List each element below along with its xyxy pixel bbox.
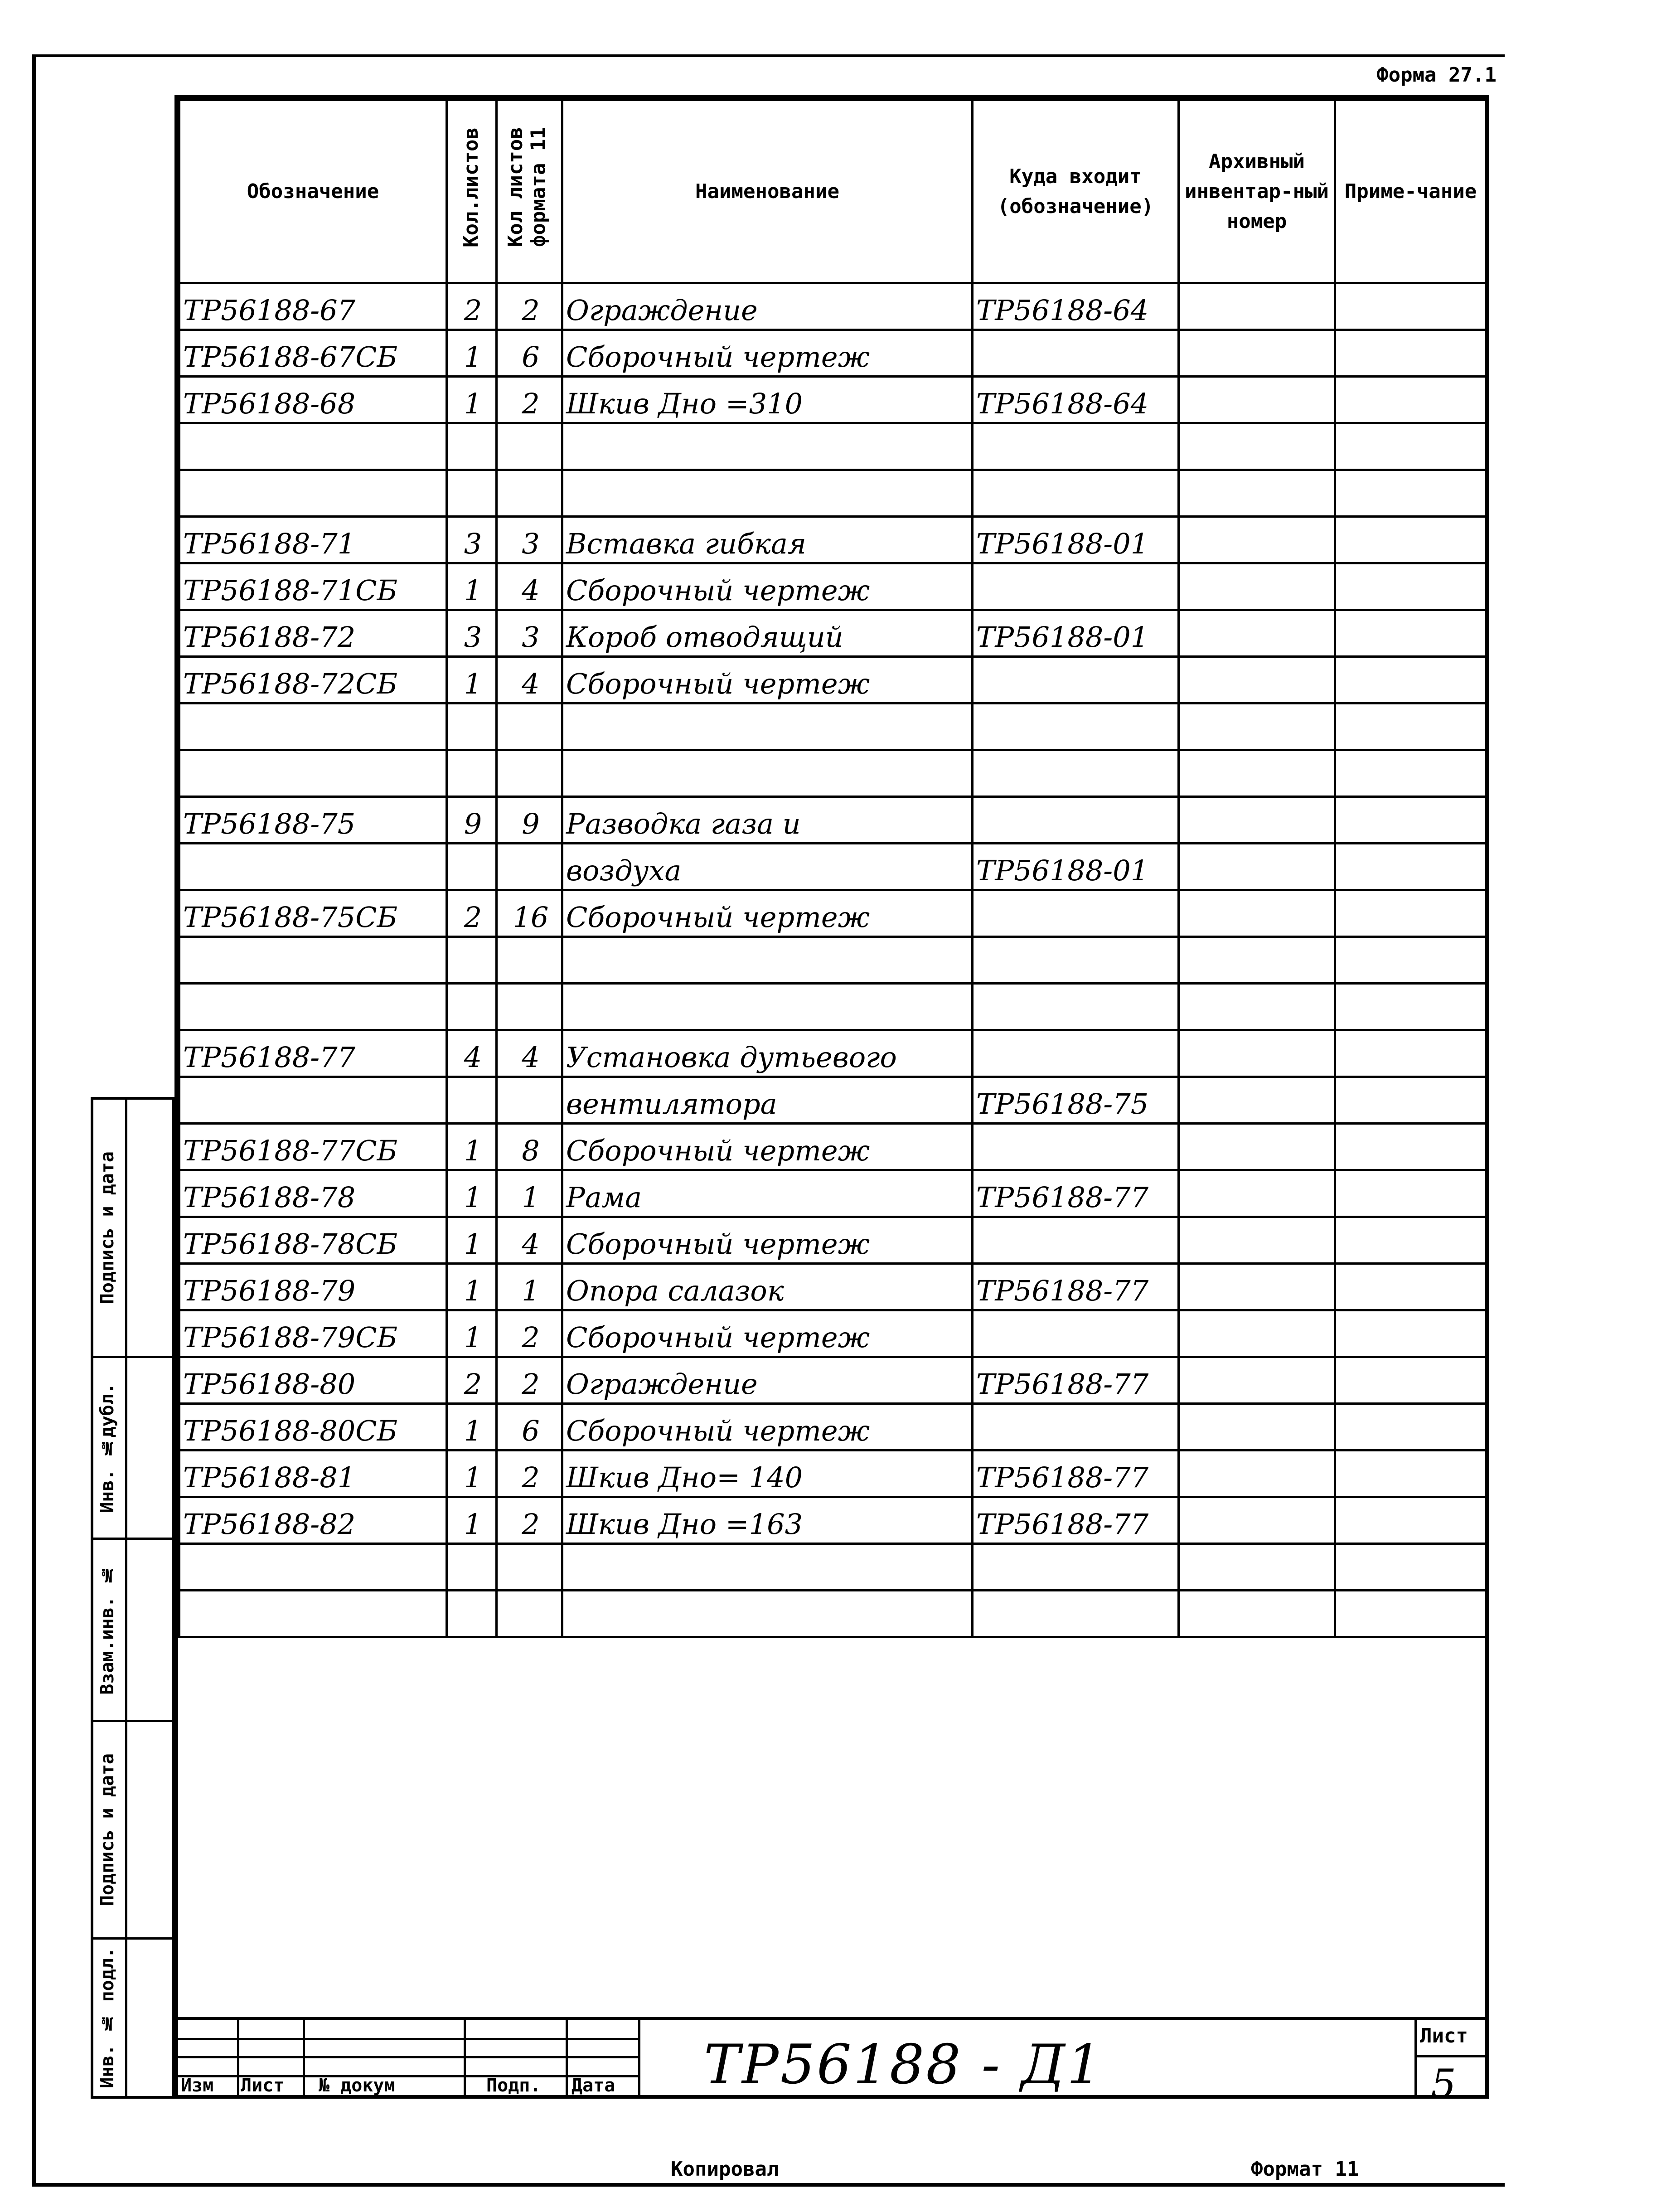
cell-sheet-count: [447, 703, 497, 750]
table-row: [179, 797, 1487, 844]
cell-designation: ТР56188-77СБ: [179, 1124, 447, 1170]
cell-sheet-count: 1: [447, 330, 497, 377]
cell-sheet-count: 1: [447, 1450, 497, 1497]
cell-where-used: ТР56188-77: [973, 1170, 1179, 1217]
cell-note: [1335, 330, 1487, 377]
cell-designation: ТР56188-78СБ: [179, 1217, 447, 1264]
header-note: Приме-чание: [1335, 100, 1487, 283]
cell-sheet-count: [447, 423, 497, 470]
cell-where-used: [973, 470, 1179, 517]
cell-archive-no: [1179, 1497, 1335, 1544]
cell-name: [562, 470, 973, 517]
format-label: Формат 11: [1251, 2158, 1359, 2181]
cell-where-used: [973, 984, 1179, 1030]
cell-sheet-count-f11: [497, 470, 562, 517]
cell-note: [1335, 1170, 1487, 1217]
side-cell-inv-orig: Инв. № подл.: [97, 1947, 118, 2089]
title-block-grid: [178, 2020, 640, 2098]
cell-archive-no: [1179, 984, 1335, 1030]
cell-designation: ТР56188-71: [179, 517, 447, 563]
cell-name: Сборочный чертеж: [562, 1217, 973, 1264]
cell-sheet-count-f11: [497, 423, 562, 470]
cell-name: [562, 423, 973, 470]
cell-designation: ТР56188-67: [179, 283, 447, 330]
cell-designation: [179, 423, 447, 470]
cell-sheet-count-f11: 2: [497, 377, 562, 423]
table-row: [179, 423, 1487, 470]
cell-sheet-count: 1: [447, 1264, 497, 1310]
cell-name: Установка дутьевого: [562, 1030, 973, 1077]
cell-archive-no: [1179, 377, 1335, 423]
table-row: [179, 1030, 1487, 1077]
cell-name: Короб отводящий: [562, 610, 973, 657]
cell-name: Рама: [562, 1170, 973, 1217]
cell-sheet-count-f11: 2: [497, 1450, 562, 1497]
cell-sheet-count-f11: 6: [497, 1404, 562, 1450]
header-sheet-count-f11: Кол листов формата 11: [504, 127, 550, 247]
cell-note: [1335, 1217, 1487, 1264]
cell-name: [562, 1591, 973, 1637]
cell-sheet-count: [447, 750, 497, 797]
cell-archive-no: [1179, 703, 1335, 750]
cell-sheet-count-f11: 1: [497, 1264, 562, 1310]
header-name: Наименование: [562, 100, 973, 283]
table-row: [179, 610, 1487, 657]
table-row: [179, 1497, 1487, 1544]
cell-archive-no: [1179, 1310, 1335, 1357]
cell-sheet-count-f11: 4: [497, 1030, 562, 1077]
cell-note: [1335, 610, 1487, 657]
cell-archive-no: [1179, 1544, 1335, 1591]
cell-where-used: [973, 563, 1179, 610]
cell-name: [562, 750, 973, 797]
table-row: [179, 1591, 1487, 1637]
cell-note: [1335, 1357, 1487, 1404]
cell-where-used: [973, 1544, 1179, 1591]
header-archive-no: Архивный инвентар-ный номер: [1179, 100, 1335, 283]
table-row: [179, 330, 1487, 377]
table-row: [179, 657, 1487, 703]
cell-where-used: [973, 750, 1179, 797]
cell-sheet-count: 1: [447, 657, 497, 703]
cell-sheet-count-f11: [497, 1077, 562, 1124]
cell-where-used: ТР56188-77: [973, 1357, 1179, 1404]
tb-label-doc-no: № докум: [319, 2075, 395, 2096]
cell-where-used: ТР56188-75: [973, 1077, 1179, 1124]
cell-sheet-count-f11: [497, 984, 562, 1030]
table-row: [179, 1404, 1487, 1450]
cell-where-used: [973, 1404, 1179, 1450]
cell-sheet-count-f11: [497, 703, 562, 750]
cell-name: Сборочный чертеж: [562, 1124, 973, 1170]
cell-note: [1335, 517, 1487, 563]
copied-label: Копировал: [671, 2158, 779, 2181]
cell-designation: ТР56188-79СБ: [179, 1310, 447, 1357]
cell-name: Вставка гибкая: [562, 517, 973, 563]
cell-archive-no: [1179, 1264, 1335, 1310]
cell-sheet-count: [447, 937, 497, 984]
cell-note: [1335, 797, 1487, 844]
cell-note: [1335, 423, 1487, 470]
cell-designation: ТР56188-67СБ: [179, 330, 447, 377]
cell-note: [1335, 844, 1487, 890]
cell-archive-no: [1179, 1357, 1335, 1404]
header-designation: Обозначение: [179, 100, 447, 283]
cell-where-used: [973, 1124, 1179, 1170]
side-cell-inv-dup: Инв. №дубл.: [93, 1358, 172, 1540]
cell-where-used: [973, 797, 1179, 844]
sheet-number-box: [1414, 2020, 1485, 2107]
cell-note: [1335, 1124, 1487, 1170]
cell-archive-no: [1179, 937, 1335, 984]
cell-sheet-count-f11: [497, 750, 562, 797]
cell-note: [1335, 1030, 1487, 1077]
cell-name: Сборочный чертеж: [562, 1310, 973, 1357]
table-row: [179, 1124, 1487, 1170]
cell-name: Ограждение: [562, 1357, 973, 1404]
cell-sheet-count: [447, 1591, 497, 1637]
cell-note: [1335, 703, 1487, 750]
tb-label-list: Лист: [241, 2075, 285, 2096]
cell-note: [1335, 750, 1487, 797]
table-row: [179, 1544, 1487, 1591]
cell-designation: [179, 984, 447, 1030]
cell-note: [1335, 1450, 1487, 1497]
cell-archive-no: [1179, 610, 1335, 657]
cell-sheet-count: [447, 984, 497, 1030]
cell-designation: ТР56188-75: [179, 797, 447, 844]
table-row: [179, 283, 1487, 330]
cell-archive-no: [1179, 330, 1335, 377]
table-row: [179, 1170, 1487, 1217]
cell-name: Сборочный чертеж: [562, 330, 973, 377]
cell-designation: ТР56188-80СБ: [179, 1404, 447, 1450]
cell-where-used: [973, 657, 1179, 703]
cell-sheet-count: 1: [447, 1497, 497, 1544]
cell-sheet-count-f11: 2: [497, 1497, 562, 1544]
cell-where-used: ТР56188-64: [973, 283, 1179, 330]
cell-designation: ТР56188-77: [179, 1030, 447, 1077]
cell-sheet-count-f11: [497, 937, 562, 984]
cell-sheet-count: 1: [447, 1310, 497, 1357]
table-row: [179, 1310, 1487, 1357]
cell-designation: [179, 703, 447, 750]
cell-where-used: [973, 890, 1179, 937]
cell-sheet-count-f11: 8: [497, 1124, 562, 1170]
cell-sheet-count: 2: [447, 890, 497, 937]
cell-note: [1335, 283, 1487, 330]
cell-designation: ТР56188-68: [179, 377, 447, 423]
cell-name: Ограждение: [562, 283, 973, 330]
cell-where-used: ТР56188-01: [973, 610, 1179, 657]
cell-designation: [179, 470, 447, 517]
cell-sheet-count: 3: [447, 610, 497, 657]
specification-table: [178, 99, 1487, 1638]
cell-name: вентилятора: [562, 1077, 973, 1124]
cell-sheet-count: 4: [447, 1030, 497, 1077]
cell-note: [1335, 1591, 1487, 1637]
cell-name: Шкив Дно =163: [562, 1497, 973, 1544]
table-row: [179, 890, 1487, 937]
cell-archive-no: [1179, 890, 1335, 937]
cell-where-used: [973, 703, 1179, 750]
table-row: [179, 1077, 1487, 1124]
cell-designation: ТР56188-71СБ: [179, 563, 447, 610]
cell-archive-no: [1179, 517, 1335, 563]
table-row: [179, 844, 1487, 890]
cell-sheet-count-f11: 2: [497, 1310, 562, 1357]
table-row: [179, 1217, 1487, 1264]
cell-sheet-count: 1: [447, 1217, 497, 1264]
cell-note: [1335, 1404, 1487, 1450]
cell-archive-no: [1179, 797, 1335, 844]
sheet-number: 5: [1431, 2061, 1456, 2107]
cell-note: [1335, 1077, 1487, 1124]
cell-name: Опора салазок: [562, 1264, 973, 1310]
cell-note: [1335, 377, 1487, 423]
cell-where-used: ТР56188-01: [973, 844, 1179, 890]
cell-archive-no: [1179, 283, 1335, 330]
cell-note: [1335, 1310, 1487, 1357]
cell-sheet-count-f11: 3: [497, 610, 562, 657]
table-row: [179, 1357, 1487, 1404]
cell-name: [562, 703, 973, 750]
header-sheet-count: Кол.листов: [460, 127, 483, 247]
cell-where-used: [973, 1030, 1179, 1077]
specification-sheet: [174, 95, 1489, 2099]
tb-label-sign: Подп.: [486, 2075, 541, 2096]
cell-archive-no: [1179, 1404, 1335, 1450]
cell-sheet-count: 9: [447, 797, 497, 844]
cell-note: [1335, 1497, 1487, 1544]
title-block: [178, 2017, 1485, 2107]
sheet-label: Лист: [1420, 2024, 1468, 2047]
cell-archive-no: [1179, 1030, 1335, 1077]
cell-designation: ТР56188-80: [179, 1357, 447, 1404]
cell-note: [1335, 1264, 1487, 1310]
cell-designation: [179, 1077, 447, 1124]
cell-note: [1335, 984, 1487, 1030]
cell-where-used: ТР56188-77: [973, 1264, 1179, 1310]
cell-sheet-count: 2: [447, 283, 497, 330]
side-cell-sign-date-top: Подпись и дата: [93, 1100, 172, 1358]
cell-sheet-count: 1: [447, 377, 497, 423]
cell-archive-no: [1179, 1077, 1335, 1124]
cell-where-used: ТР56188-77: [973, 1450, 1179, 1497]
cell-where-used: [973, 1310, 1179, 1357]
header-where-used: Куда входит (обозначение): [973, 100, 1179, 283]
cell-archive-no: [1179, 1217, 1335, 1264]
cell-sheet-count: 1: [447, 563, 497, 610]
cell-where-used: ТР56188-01: [973, 517, 1179, 563]
cell-sheet-count-f11: 6: [497, 330, 562, 377]
cell-designation: ТР56188-82: [179, 1497, 447, 1544]
cell-note: [1335, 563, 1487, 610]
cell-archive-no: [1179, 563, 1335, 610]
cell-designation: [179, 750, 447, 797]
cell-designation: [179, 1591, 447, 1637]
cell-archive-no: [1179, 1591, 1335, 1637]
cell-sheet-count-f11: [497, 1591, 562, 1637]
cell-designation: [179, 937, 447, 984]
cell-sheet-count: 1: [447, 1124, 497, 1170]
side-cell-sign-date-bottom: Подпись и дата: [93, 1722, 172, 1940]
cell-name: [562, 984, 973, 1030]
cell-sheet-count: 1: [447, 1404, 497, 1450]
cell-archive-no: [1179, 423, 1335, 470]
cell-name: [562, 1544, 973, 1591]
table-row: [179, 470, 1487, 517]
cell-name: Шкив Дно =310: [562, 377, 973, 423]
cell-note: [1335, 890, 1487, 937]
side-cell-replace-inv: Взам.инв. №: [93, 1540, 172, 1722]
cell-sheet-count: 2: [447, 1357, 497, 1404]
table-row: [179, 750, 1487, 797]
cell-archive-no: [1179, 657, 1335, 703]
table-row: [179, 984, 1487, 1030]
cell-where-used: [973, 423, 1179, 470]
cell-designation: ТР56188-72СБ: [179, 657, 447, 703]
table-row: [179, 703, 1487, 750]
cell-note: [1335, 657, 1487, 703]
table-row: [179, 517, 1487, 563]
cell-sheet-count: [447, 1077, 497, 1124]
side-stamp: [91, 1097, 174, 2099]
cell-designation: [179, 844, 447, 890]
cell-sheet-count-f11: 4: [497, 563, 562, 610]
cell-archive-no: [1179, 750, 1335, 797]
cell-sheet-count-f11: 16: [497, 890, 562, 937]
tb-label-izm: Изм: [181, 2075, 214, 2096]
cell-archive-no: [1179, 844, 1335, 890]
cell-sheet-count-f11: [497, 844, 562, 890]
cell-sheet-count-f11: 3: [497, 517, 562, 563]
cell-sheet-count: [447, 470, 497, 517]
cell-archive-no: [1179, 470, 1335, 517]
cell-name: Сборочный чертеж: [562, 563, 973, 610]
cell-where-used: ТР56188-77: [973, 1497, 1179, 1544]
cell-where-used: [973, 330, 1179, 377]
cell-sheet-count-f11: 4: [497, 1217, 562, 1264]
cell-designation: ТР56188-72: [179, 610, 447, 657]
cell-where-used: [973, 937, 1179, 984]
cell-designation: ТР56188-79: [179, 1264, 447, 1310]
cell-archive-no: [1179, 1450, 1335, 1497]
cell-name: Сборочный чертеж: [562, 657, 973, 703]
table-row: [179, 937, 1487, 984]
cell-where-used: [973, 1217, 1179, 1264]
cell-designation: ТР56188-75СБ: [179, 890, 447, 937]
cell-sheet-count-f11: 9: [497, 797, 562, 844]
cell-designation: [179, 1544, 447, 1591]
cell-name: Сборочный чертеж: [562, 1404, 973, 1450]
cell-sheet-count-f11: 2: [497, 1357, 562, 1404]
cell-sheet-count-f11: 4: [497, 657, 562, 703]
cell-designation: ТР56188-81: [179, 1450, 447, 1497]
document-code: ТР56188 - Д1: [704, 2033, 1104, 2096]
cell-sheet-count: 1: [447, 1170, 497, 1217]
cell-name: воздуха: [562, 844, 973, 890]
tb-label-date: Дата: [572, 2075, 615, 2096]
cell-name: [562, 937, 973, 984]
cell-designation: ТР56188-78: [179, 1170, 447, 1217]
cell-name: Шкив Дно= 140: [562, 1450, 973, 1497]
form-label: Форма 27.1: [1376, 63, 1497, 87]
cell-sheet-count-f11: 1: [497, 1170, 562, 1217]
cell-note: [1335, 470, 1487, 517]
cell-note: [1335, 1544, 1487, 1591]
table-row: [179, 377, 1487, 423]
cell-sheet-count: 3: [447, 517, 497, 563]
table-row: [179, 1264, 1487, 1310]
cell-sheet-count: [447, 844, 497, 890]
cell-name: Сборочный чертеж: [562, 890, 973, 937]
cell-note: [1335, 937, 1487, 984]
cell-archive-no: [1179, 1124, 1335, 1170]
table-row: [179, 563, 1487, 610]
cell-name: Разводка газа и: [562, 797, 973, 844]
cell-sheet-count-f11: [497, 1544, 562, 1591]
cell-sheet-count: [447, 1544, 497, 1591]
cell-where-used: [973, 1591, 1179, 1637]
cell-where-used: ТР56188-64: [973, 377, 1179, 423]
cell-archive-no: [1179, 1170, 1335, 1217]
cell-sheet-count-f11: 2: [497, 283, 562, 330]
table-row: [179, 1450, 1487, 1497]
